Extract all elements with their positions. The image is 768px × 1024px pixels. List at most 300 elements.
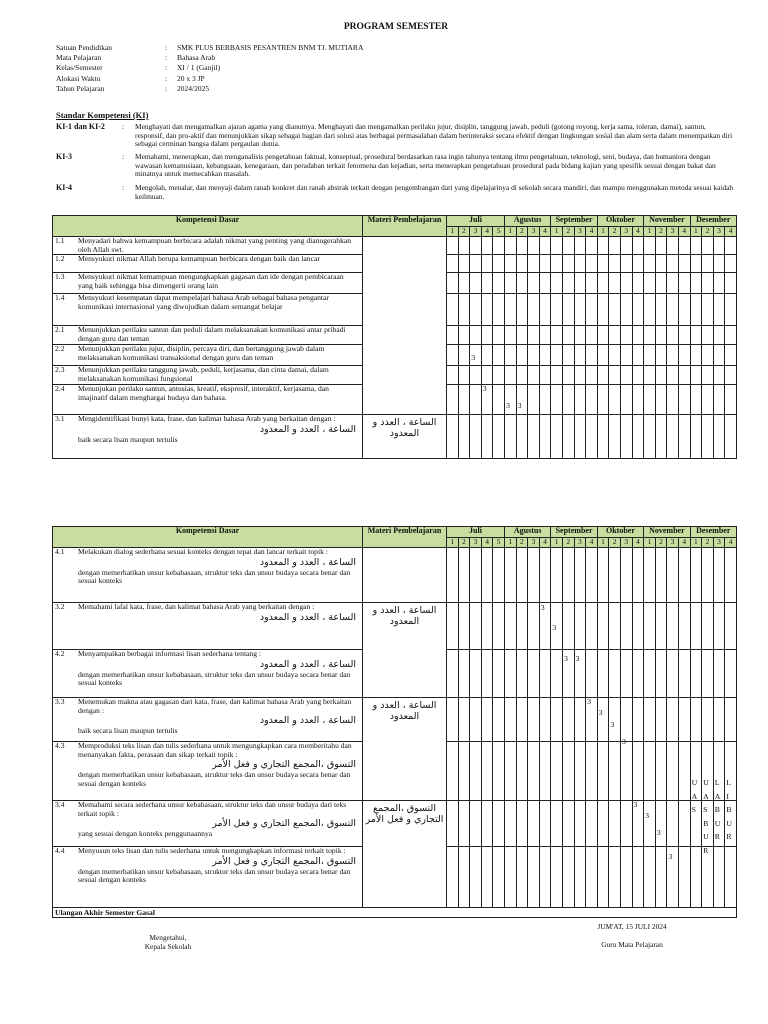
week-cell <box>562 273 574 294</box>
header-week: 1 <box>690 227 702 237</box>
uas-letter: R <box>714 832 720 841</box>
week-cell <box>528 255 540 273</box>
week-cell <box>574 847 586 908</box>
week-cell <box>620 742 632 801</box>
header-week: 3 <box>470 227 482 237</box>
week-cell <box>609 698 621 742</box>
week-cell <box>481 698 493 742</box>
uas-letter: U <box>691 778 698 787</box>
week-cell <box>597 415 609 459</box>
ki-heading: Standar Kompetensi (KI) <box>56 110 149 120</box>
week-cell <box>667 366 679 385</box>
ulangan-row <box>53 908 737 918</box>
week-cell <box>702 801 714 847</box>
week-cell <box>667 847 679 908</box>
uas-letter: B <box>726 805 732 814</box>
week-cell <box>586 603 598 650</box>
week-cell <box>667 548 679 603</box>
week-cell <box>667 326 679 345</box>
week-cell <box>725 801 737 847</box>
header-kd: Kompetensi Dasar <box>53 527 363 548</box>
week-cell <box>539 742 551 801</box>
header-week: 4 <box>632 538 644 548</box>
week-cell <box>702 326 714 345</box>
header-month: November <box>644 216 690 227</box>
week-cell <box>539 847 551 908</box>
week-cell <box>458 255 470 273</box>
week-cell <box>481 385 493 415</box>
week-cell <box>447 847 459 908</box>
week-mark: 3 <box>505 401 510 411</box>
header-week: 2 <box>655 538 667 548</box>
week-cell <box>504 742 516 801</box>
week-cell <box>678 847 690 908</box>
week-cell <box>493 385 505 415</box>
week-cell <box>562 294 574 326</box>
ki-row-3: KI-3 : Memahami, menerapkan, dan menganalisis pengetahuan faktual, konseptual, prosedural berdasarkan rasa ingin tahunya tentang ilmu pengetahuan, teknologi, seni, budaya, dan humaniora dengan wawasan kemanusiaan, kebangsaan, kenegaraan, dan peradaban terkait fenomena dan kejadian, serta menerapkan pengetahuan prosedural pada bidang kajian yang spesifik sesuai dengan bakat dan minatnya untuk memecahkan masalah. <box>56 153 736 179</box>
kd-text: Menunjukkan perilaku tanggung jawab, peduli, kerjasama, dan cinta damai, dalam melaksanakan komunikasi fungsional <box>78 365 329 383</box>
kd-cell <box>53 255 363 273</box>
week-cell <box>562 801 574 847</box>
week-cell <box>574 326 586 345</box>
week-cell <box>493 415 505 459</box>
week-cell <box>516 415 528 459</box>
header-week: 3 <box>528 538 540 548</box>
week-cell <box>690 345 702 366</box>
week-cell <box>504 366 516 385</box>
kd-number: 2.2 <box>55 344 65 354</box>
ki-row-4: KI-4 : Mengolah, menalar, dan menyaji dalam ranah konkret dan ranah abstrak terkait dengan pengembangan dari yang dipelajarinya di sekolah secara mandiri, dan mampu menggunakan metoda sesuai kaidah keilmuan. <box>56 184 736 201</box>
week-cell <box>655 366 667 385</box>
kd-cell <box>53 237 363 255</box>
week-cell <box>597 801 609 847</box>
materi-arabic: التسوق ،المجمع التجاري و فعل الأمر <box>365 803 444 825</box>
week-cell <box>667 273 679 294</box>
kd-tail: baik secara lisan maupun tertulis <box>78 434 178 444</box>
week-cell <box>528 415 540 459</box>
kd-tail: dengan memerhatikan unsur kebahasaan, struktur teks dan unsur budaya secara benar dan sesuai dengan konteks <box>78 866 351 885</box>
week-cell <box>586 273 598 294</box>
week-cell <box>713 548 725 603</box>
week-mark: 3 <box>610 720 615 729</box>
week-cell <box>574 603 586 650</box>
header-week: 4 <box>481 538 493 548</box>
kd-number: 3.3 <box>55 697 65 706</box>
week-cell <box>597 345 609 366</box>
kd-number: 4.4 <box>55 846 65 855</box>
week-cell <box>678 415 690 459</box>
week-cell <box>667 345 679 366</box>
week-cell <box>620 255 632 273</box>
kd-number: 4.3 <box>55 741 65 750</box>
header-month: Oktober <box>597 216 643 227</box>
week-cell <box>562 548 574 603</box>
kd-text: Mengidentifikasi bunyi kata, frase, dan kalimat bahasa Arab yang berkaitan dengan : <box>78 414 336 424</box>
kd-cell <box>53 415 363 459</box>
week-cell <box>458 345 470 366</box>
week-cell <box>447 698 459 742</box>
week-cell <box>620 847 632 908</box>
kd-text: Menunjukkan perilaku santun dan peduli dalam melaksanakan komunikasi antar pribadi dengan guru dan teman <box>78 325 346 343</box>
week-cell <box>667 385 679 415</box>
uas-letter: A <box>703 791 709 801</box>
week-cell <box>481 415 493 459</box>
kd-cell <box>53 294 363 326</box>
week-cell <box>458 326 470 345</box>
week-cell <box>481 326 493 345</box>
ki-text: Menghayati dan mengamalkan ajaran agama yang dianutnya. Menghayati dan mengamalkan perilaku jujur, disiplin, tanggung jawab, peduli (gotong royong, kerja sama, toleran, damai), santun, responsif, dan pro-aktif dan menunjukkan sikap sebagai bagian dari solusi atas berbagai permasalahan dalam berinteraksi secara efektif dengan lingkungan sosial dan alam serta dalam menempatkan diri sebagai cerminan bangsa dalam pergaulan dunia. <box>135 122 733 149</box>
week-cell <box>702 415 714 459</box>
footer-left: Mengetahui, Kepala Sekolah <box>144 933 192 951</box>
footer-date: JUM'AT, 15 JULI 2024 <box>597 922 667 931</box>
header-week: 1 <box>447 227 459 237</box>
week-cell <box>597 294 609 326</box>
week-cell <box>528 294 540 326</box>
week-cell <box>632 366 644 385</box>
kd-tail: dengan memerhatikan unsur kebahasaan, struktur teks dan unsur budaya secara benar dan sesuai konteks <box>78 669 351 688</box>
week-cell <box>562 742 574 801</box>
week-cell <box>516 326 528 345</box>
kd-cell <box>53 366 363 385</box>
materi-cell <box>363 698 447 801</box>
header-week: 3 <box>713 227 725 237</box>
week-cell <box>620 385 632 415</box>
week-cell <box>574 294 586 326</box>
week-cell <box>470 273 482 294</box>
week-cell <box>458 237 470 255</box>
week-cell <box>713 366 725 385</box>
week-cell <box>528 385 540 415</box>
week-cell <box>632 345 644 366</box>
week-cell <box>644 650 656 698</box>
week-cell <box>597 237 609 255</box>
week-cell <box>539 385 551 415</box>
week-cell <box>528 548 540 603</box>
week-cell <box>702 294 714 326</box>
kd-tail: baik secara lisan maupun tertulis <box>78 726 178 736</box>
week-cell <box>481 650 493 698</box>
week-cell <box>725 326 737 345</box>
header-week: 4 <box>725 538 737 548</box>
week-cell <box>644 698 656 742</box>
week-cell <box>620 273 632 294</box>
week-cell <box>586 385 598 415</box>
week-cell <box>539 273 551 294</box>
uas-letter: L <box>714 778 720 787</box>
week-cell <box>562 326 574 345</box>
week-cell <box>528 801 540 847</box>
week-cell <box>632 801 644 847</box>
uas-letter: R <box>726 832 732 841</box>
week-cell <box>458 603 470 650</box>
kd-number: 3.1 <box>55 414 65 424</box>
materi-cell <box>363 237 447 415</box>
week-cell <box>504 345 516 366</box>
kd-cell <box>53 801 363 847</box>
kd-text: Mensyukuri nikmat kemampuan mengungkapkan gagasan dan ide dengan pembicaraan yang baik sehingga bisa dimengerti orang lain <box>78 272 344 290</box>
kd-cell <box>53 273 363 294</box>
week-cell <box>528 237 540 255</box>
week-cell <box>609 742 621 801</box>
week-cell <box>678 650 690 698</box>
header-month: Desember <box>690 216 736 227</box>
week-cell <box>655 650 667 698</box>
kd-arabic-topic: الساعة ، العدد و المعدود <box>259 423 356 435</box>
week-cell <box>458 698 470 742</box>
week-cell <box>447 548 459 603</box>
week-cell <box>458 801 470 847</box>
week-cell <box>690 385 702 415</box>
week-cell <box>597 385 609 415</box>
week-cell <box>725 273 737 294</box>
week-cell <box>574 650 586 698</box>
week-cell <box>713 255 725 273</box>
week-cell <box>713 326 725 345</box>
week-cell <box>667 603 679 650</box>
week-cell <box>447 294 459 326</box>
uas-letter: I <box>726 791 729 801</box>
week-cell <box>702 366 714 385</box>
week-cell <box>470 801 482 847</box>
week-cell <box>702 698 714 742</box>
week-cell <box>690 273 702 294</box>
header-week: 1 <box>447 538 459 548</box>
header-week: 2 <box>458 227 470 237</box>
week-cell <box>470 548 482 603</box>
kd-cell <box>53 698 363 742</box>
week-cell <box>597 273 609 294</box>
week-cell <box>609 255 621 273</box>
week-cell <box>702 273 714 294</box>
week-cell <box>481 345 493 366</box>
kd-text: Menunjukkan perilaku jujur, disiplin, percaya diri, dan bertanggung jawab dalam melaksanakan komunikasi transaksional dengan guru dan teman <box>78 344 325 362</box>
week-cell <box>586 345 598 366</box>
week-cell <box>702 548 714 603</box>
week-cell <box>655 847 667 908</box>
week-cell <box>667 801 679 847</box>
week-cell <box>702 385 714 415</box>
week-cell <box>528 650 540 698</box>
week-cell <box>690 294 702 326</box>
kd-text: Mensyukuri nikmat Allah berupa kemampuan berbicara dengan baik dan lancar <box>78 254 320 264</box>
week-cell <box>632 742 644 801</box>
week-cell <box>504 603 516 650</box>
week-cell <box>655 385 667 415</box>
week-cell <box>574 385 586 415</box>
week-cell <box>551 548 563 603</box>
kd-arabic-topic: الساعة ، العدد و المعدود <box>259 611 356 623</box>
materi-cell <box>363 415 447 459</box>
week-cell <box>493 742 505 801</box>
week-cell <box>562 603 574 650</box>
week-cell <box>574 273 586 294</box>
week-cell <box>702 650 714 698</box>
week-cell <box>632 326 644 345</box>
week-cell <box>539 801 551 847</box>
week-cell <box>632 415 644 459</box>
week-cell <box>609 326 621 345</box>
week-cell <box>644 255 656 273</box>
week-cell <box>447 603 459 650</box>
week-cell <box>551 650 563 698</box>
week-cell <box>655 294 667 326</box>
week-cell <box>667 255 679 273</box>
week-cell <box>470 650 482 698</box>
week-cell <box>597 548 609 603</box>
week-cell <box>470 237 482 255</box>
week-mark: 3 <box>552 623 557 632</box>
uas-letter: S <box>691 805 696 814</box>
week-cell <box>609 650 621 698</box>
week-cell <box>539 650 551 698</box>
week-cell <box>609 847 621 908</box>
week-cell <box>644 548 656 603</box>
week-cell <box>493 294 505 326</box>
week-cell <box>690 698 702 742</box>
week-mark: 3 <box>598 708 603 717</box>
week-mark: 3 <box>540 603 545 612</box>
week-cell <box>586 548 598 603</box>
week-cell <box>539 366 551 385</box>
week-cell <box>528 847 540 908</box>
header-month: Juli <box>447 527 505 538</box>
week-cell <box>725 385 737 415</box>
week-cell <box>620 345 632 366</box>
header-week: 3 <box>574 227 586 237</box>
week-cell <box>493 548 505 603</box>
week-cell <box>516 847 528 908</box>
header-week: 2 <box>562 227 574 237</box>
week-cell <box>458 273 470 294</box>
week-cell <box>609 603 621 650</box>
week-cell <box>539 345 551 366</box>
week-cell <box>562 847 574 908</box>
kd-number: 3.2 <box>55 602 65 611</box>
week-cell <box>447 742 459 801</box>
materi-cell <box>363 603 447 698</box>
header-week: 4 <box>586 227 598 237</box>
header-week: 3 <box>620 227 632 237</box>
week-cell <box>644 294 656 326</box>
week-cell <box>655 801 667 847</box>
week-cell <box>447 650 459 698</box>
week-mark: 3 <box>668 852 673 861</box>
week-mark: 3 <box>656 828 661 837</box>
week-cell <box>562 255 574 273</box>
week-cell <box>586 650 598 698</box>
header-week: 4 <box>539 227 551 237</box>
kd-arabic-topic: التسوق ،المجمع التجاري و فعل الأمر <box>212 818 356 830</box>
week-cell <box>690 847 702 908</box>
schedule-table-2 <box>52 526 737 918</box>
header-week: 3 <box>667 227 679 237</box>
week-cell <box>516 345 528 366</box>
uas-letter: S <box>703 805 708 814</box>
week-cell <box>493 345 505 366</box>
week-cell <box>470 326 482 345</box>
kd-row <box>53 237 737 255</box>
week-cell <box>504 650 516 698</box>
header-week: 2 <box>458 538 470 548</box>
week-cell <box>551 847 563 908</box>
week-cell <box>597 603 609 650</box>
week-cell <box>609 273 621 294</box>
week-cell <box>725 415 737 459</box>
week-cell <box>586 698 598 742</box>
kd-number: 2.4 <box>55 384 65 394</box>
week-cell <box>504 548 516 603</box>
week-cell <box>528 273 540 294</box>
week-cell <box>620 415 632 459</box>
materi-arabic: الساعة ، العدد و المعدود <box>372 700 437 722</box>
week-cell <box>713 385 725 415</box>
week-cell <box>574 801 586 847</box>
week-mark: 3 <box>482 384 487 394</box>
materi-cell <box>363 548 447 603</box>
week-cell <box>562 415 574 459</box>
week-cell <box>713 650 725 698</box>
week-cell <box>690 237 702 255</box>
week-cell <box>725 650 737 698</box>
kd-tail: dengan memerhatikan unsur kebahasaan, struktur teks dan unsur budaya secara benar dan sesuai dengan konteks <box>78 770 351 788</box>
week-cell <box>678 273 690 294</box>
header-week: 4 <box>539 538 551 548</box>
week-cell <box>470 847 482 908</box>
week-cell <box>458 742 470 801</box>
header-month: September <box>551 216 597 227</box>
week-cell <box>447 415 459 459</box>
week-cell <box>562 237 574 255</box>
week-cell <box>655 237 667 255</box>
week-cell <box>725 742 737 841</box>
week-cell <box>504 847 516 908</box>
kd-cell <box>53 742 363 801</box>
week-cell <box>690 366 702 385</box>
week-mark: 3 <box>587 697 592 706</box>
header-month: Oktober <box>597 527 643 538</box>
week-cell <box>690 326 702 345</box>
week-cell <box>713 742 725 841</box>
uas-letter: B <box>703 818 709 828</box>
week-cell <box>609 415 621 459</box>
week-cell <box>458 415 470 459</box>
uas-letter: U <box>726 818 732 828</box>
info-value: XI / 1 (Ganjil) <box>177 63 221 73</box>
week-cell <box>713 603 725 650</box>
week-cell <box>539 237 551 255</box>
week-cell <box>678 548 690 603</box>
week-cell <box>586 847 598 908</box>
week-cell <box>516 273 528 294</box>
week-cell <box>620 294 632 326</box>
week-cell <box>667 698 679 742</box>
materi-arabic: الساعة ، العدد و المعدود <box>372 417 437 440</box>
week-cell <box>632 237 644 255</box>
kd-tail: dengan memerhatikan unsur kebahasaan, struktur teks dan unsur budaya secara benar dan sesuai konteks <box>78 567 351 586</box>
week-cell <box>620 237 632 255</box>
header-week: 3 <box>574 538 586 548</box>
week-cell <box>690 801 702 847</box>
week-cell <box>690 415 702 459</box>
week-cell <box>551 273 563 294</box>
week-cell <box>458 650 470 698</box>
week-cell <box>528 742 540 801</box>
kd-cell <box>53 603 363 650</box>
header-week: 1 <box>597 227 609 237</box>
week-cell <box>458 294 470 326</box>
header-week: 2 <box>702 227 714 237</box>
header-week: 4 <box>481 227 493 237</box>
